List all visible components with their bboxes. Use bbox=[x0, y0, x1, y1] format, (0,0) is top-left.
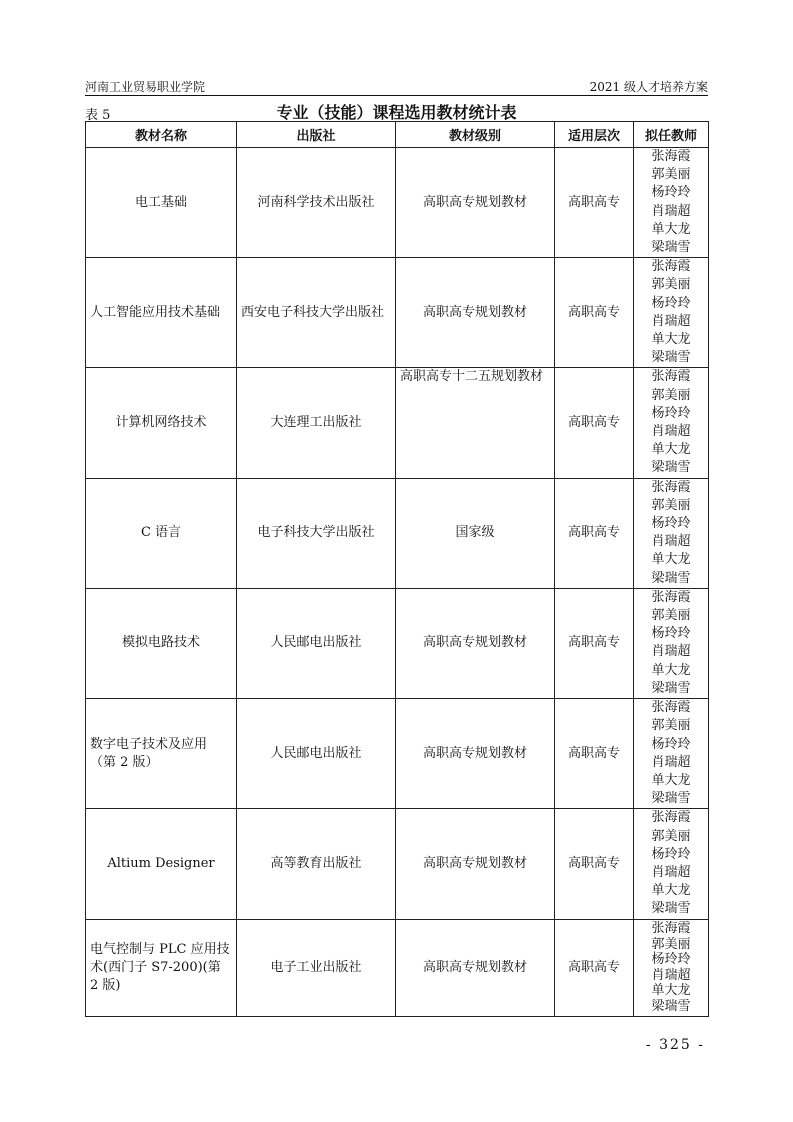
column-header-name: 教材名称 bbox=[86, 122, 237, 148]
cell-teachers bbox=[634, 148, 709, 258]
table-row bbox=[86, 258, 709, 368]
table-row bbox=[86, 478, 709, 588]
cell-teachers bbox=[634, 809, 709, 919]
cell-publisher: 河南科学技术出版社 bbox=[237, 148, 396, 258]
teacher-name: 杨玲玲 bbox=[651, 626, 691, 642]
teacher-name: 郭美丽 bbox=[651, 387, 691, 403]
teacher-name: 杨玲玲 bbox=[651, 736, 691, 752]
column-header-publisher: 出版社 bbox=[237, 122, 396, 148]
cell-textbook-name: 计算机网络技术 bbox=[86, 368, 237, 478]
textbook-table bbox=[85, 121, 709, 1017]
cell-teachers bbox=[634, 258, 709, 368]
teacher-name: 梁瑞雪 bbox=[651, 901, 691, 917]
table-row bbox=[86, 919, 709, 1016]
cell-scope: 高职高专 bbox=[555, 919, 634, 1016]
table-title: 专业（技能）课程选用教材统计表 bbox=[276, 103, 517, 122]
cell-level: 高职高专规划教材 bbox=[396, 588, 555, 698]
table-number: 表 5 bbox=[85, 108, 111, 123]
cell-teachers bbox=[634, 368, 709, 478]
cell-teachers bbox=[634, 588, 709, 698]
cell-publisher: 电子科技大学出版社 bbox=[237, 478, 396, 588]
teacher-name: 郭美丽 bbox=[651, 828, 691, 844]
teacher-name: 梁瑞雪 bbox=[651, 680, 691, 696]
teacher-name: 肖瑞超 bbox=[651, 864, 691, 880]
teacher-name: 肖瑞超 bbox=[651, 534, 691, 550]
cell-textbook-name: 电工基础 bbox=[86, 148, 237, 258]
cell-level: 高职高专规划教材 bbox=[396, 809, 555, 919]
table-row bbox=[86, 699, 709, 809]
teacher-name: 梁瑞雪 bbox=[651, 240, 691, 256]
teacher-name: 梁瑞雪 bbox=[651, 791, 691, 807]
cell-level: 高职高专规划教材 bbox=[396, 148, 555, 258]
teacher-name: 郭美丽 bbox=[651, 497, 691, 513]
cell-publisher: 电子工业出版社 bbox=[237, 919, 396, 1016]
cell-scope: 高职高专 bbox=[555, 258, 634, 368]
cell-textbook-name: 电气控制与 PLC 应用技术(西门子 S7-200)(第 2 版) bbox=[86, 919, 237, 1016]
cell-level: 高职高专规划教材 bbox=[396, 919, 555, 1016]
cell-textbook-name: 数字电子技术及应用（第 2 版） bbox=[86, 699, 237, 809]
teacher-name: 单大龙 bbox=[651, 332, 691, 348]
cell-level: 高职高专规划教材 bbox=[396, 258, 555, 368]
cell-publisher: 人民邮电出版社 bbox=[237, 699, 396, 809]
teacher-name: 梁瑞雪 bbox=[651, 570, 691, 586]
cell-level: 国家级 bbox=[396, 478, 555, 588]
teacher-name: 杨玲玲 bbox=[651, 295, 691, 311]
cell-publisher: 人民邮电出版社 bbox=[237, 588, 396, 698]
cell-scope: 高职高专 bbox=[555, 478, 634, 588]
teacher-name: 肖瑞超 bbox=[651, 967, 691, 983]
teacher-name: 单大龙 bbox=[651, 662, 691, 678]
cell-textbook-name: 人工智能应用技术基础 bbox=[86, 258, 237, 368]
teacher-name: 单大龙 bbox=[651, 442, 691, 458]
teacher-name: 张海霞 bbox=[651, 810, 691, 826]
table-header-row bbox=[86, 122, 709, 148]
cell-teachers bbox=[634, 699, 709, 809]
teacher-name: 郭美丽 bbox=[651, 277, 691, 293]
page-header bbox=[85, 78, 708, 96]
teacher-name: 肖瑞超 bbox=[651, 754, 691, 770]
table-caption bbox=[85, 100, 708, 122]
cell-level: 高职高专十二五规划教材 bbox=[396, 368, 555, 478]
cell-publisher: 西安电子科技大学出版社 bbox=[237, 258, 396, 368]
teacher-name: 单大龙 bbox=[651, 552, 691, 568]
header-divider bbox=[85, 95, 708, 96]
cell-publisher: 高等教育出版社 bbox=[237, 809, 396, 919]
column-header-level: 教材级别 bbox=[396, 122, 555, 148]
teacher-name: 张海霞 bbox=[651, 149, 691, 164]
teacher-name: 梁瑞雪 bbox=[651, 350, 691, 366]
teacher-name: 肖瑞超 bbox=[651, 424, 691, 440]
teacher-name: 张海霞 bbox=[651, 259, 691, 275]
cell-teachers bbox=[634, 478, 709, 588]
table-body bbox=[86, 148, 709, 1017]
teacher-name: 梁瑞雪 bbox=[651, 998, 691, 1014]
teacher-name: 郭美丽 bbox=[651, 936, 691, 952]
header-document-title: 2021 级人才培养方案 bbox=[589, 80, 708, 94]
table-row bbox=[86, 148, 709, 258]
cell-scope: 高职高专 bbox=[555, 368, 634, 478]
teacher-name: 肖瑞超 bbox=[651, 313, 691, 329]
teacher-name: 肖瑞超 bbox=[651, 644, 691, 660]
cell-scope: 高职高专 bbox=[555, 699, 634, 809]
teacher-name: 张海霞 bbox=[651, 369, 691, 385]
teacher-name: 单大龙 bbox=[651, 883, 691, 899]
cell-textbook-name: 模拟电路技术 bbox=[86, 588, 237, 698]
teacher-name: 杨玲玲 bbox=[651, 516, 691, 532]
teacher-name: 单大龙 bbox=[651, 983, 691, 999]
column-header-teachers: 拟任教师 bbox=[634, 122, 709, 148]
header-institution: 河南工业贸易职业学院 bbox=[85, 80, 206, 94]
teacher-name: 单大龙 bbox=[651, 221, 691, 237]
table-row bbox=[86, 809, 709, 919]
cell-scope: 高职高专 bbox=[555, 809, 634, 919]
table-row bbox=[86, 588, 709, 698]
teacher-name: 梁瑞雪 bbox=[651, 460, 691, 476]
teacher-name: 郭美丽 bbox=[651, 167, 691, 183]
teacher-name: 郭美丽 bbox=[651, 608, 691, 624]
teacher-name: 张海霞 bbox=[651, 589, 691, 605]
cell-level: 高职高专规划教材 bbox=[396, 699, 555, 809]
teacher-name: 杨玲玲 bbox=[651, 185, 691, 201]
cell-scope: 高职高专 bbox=[555, 148, 634, 258]
table-row bbox=[86, 368, 709, 478]
cell-publisher: 大连理工出版社 bbox=[237, 368, 396, 478]
column-header-scope: 适用层次 bbox=[555, 122, 634, 148]
teacher-name: 单大龙 bbox=[651, 772, 691, 788]
cell-scope: 高职高专 bbox=[555, 588, 634, 698]
cell-teachers bbox=[634, 919, 709, 1016]
cell-textbook-name: C 语言 bbox=[86, 478, 237, 588]
page-number: - 325 - bbox=[645, 1037, 705, 1053]
teacher-name: 杨玲玲 bbox=[651, 952, 691, 968]
teacher-name: 杨玲玲 bbox=[651, 846, 691, 862]
teacher-name: 张海霞 bbox=[651, 700, 691, 716]
cell-textbook-name: Altium Designer bbox=[86, 809, 237, 919]
teacher-name: 杨玲玲 bbox=[651, 405, 691, 421]
teacher-name: 郭美丽 bbox=[651, 718, 691, 734]
teacher-name: 肖瑞超 bbox=[651, 203, 691, 219]
teacher-name: 张海霞 bbox=[651, 921, 691, 937]
teacher-name: 张海霞 bbox=[651, 479, 691, 495]
